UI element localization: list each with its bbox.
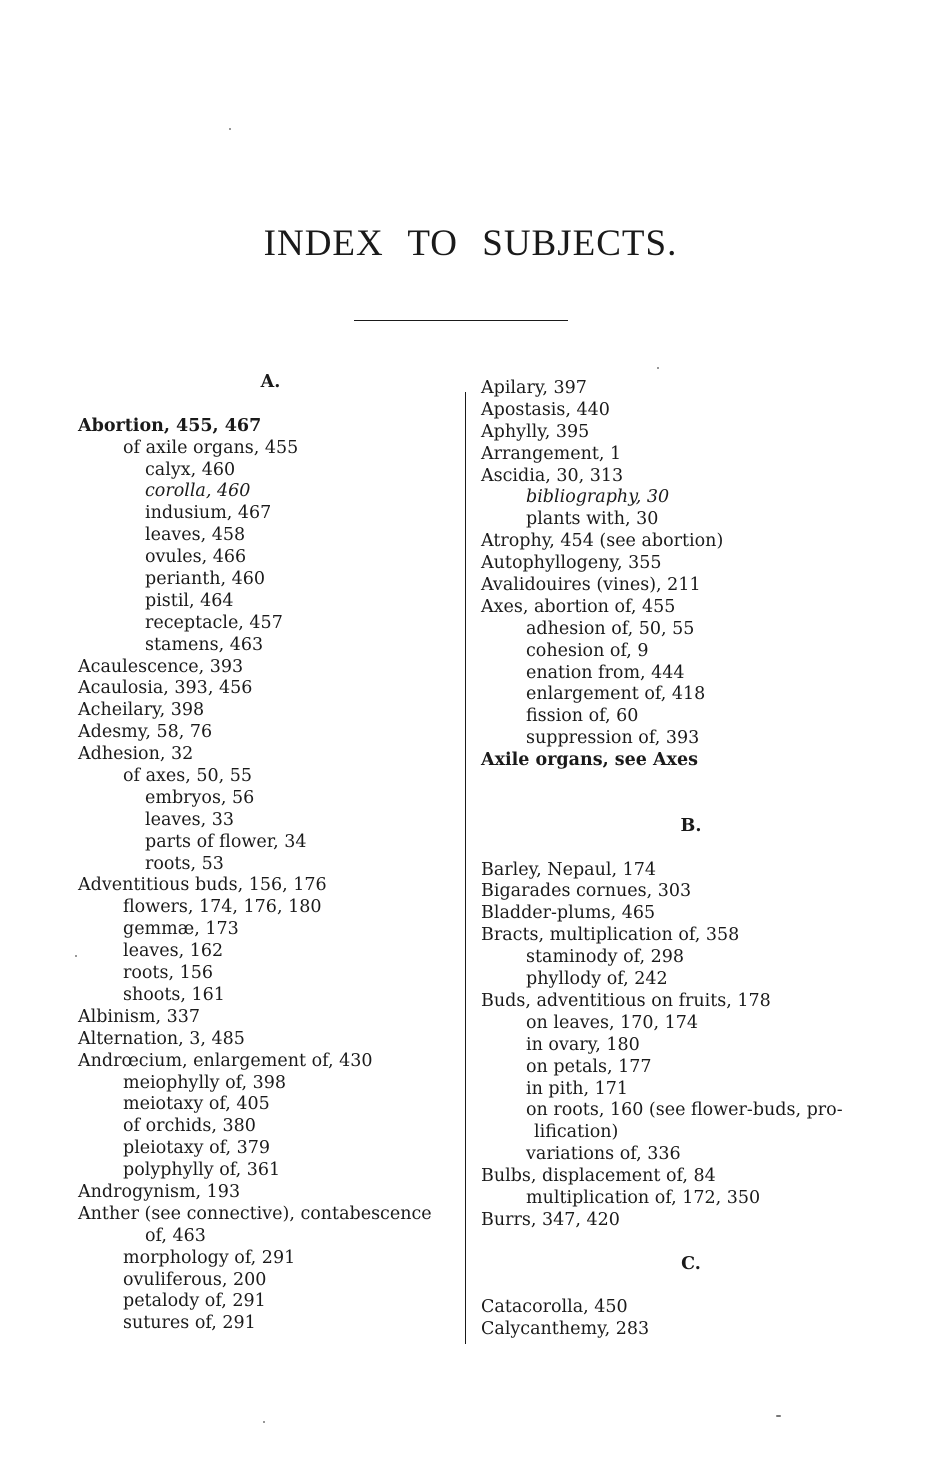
index-subentry: roots, 53 xyxy=(145,853,224,874)
index-entry: Androgynism, 193 xyxy=(78,1181,241,1202)
index-subentry: flowers, 174, 176, 180 xyxy=(123,897,322,918)
index-subentry: sutures of, 291 xyxy=(123,1313,256,1334)
index-subentry: petalody of, 291 xyxy=(123,1291,266,1312)
scan-speck xyxy=(776,1415,781,1417)
index-subentry: of orchids, 380 xyxy=(123,1116,256,1137)
index-subentry: stamens, 463 xyxy=(145,634,264,655)
index-entry: Buds, adventitious on fruits, 178 xyxy=(481,990,771,1011)
index-entry: Avalidouires (vines), 211 xyxy=(481,575,701,596)
index-subentry: on leaves, 170, 174 xyxy=(526,1012,699,1033)
index-entry: Adventitious buds, 156, 176 xyxy=(78,875,327,896)
scan-speck xyxy=(75,955,77,957)
column-divider xyxy=(465,392,466,1344)
index-subentry: parts of flower, 34 xyxy=(145,831,307,852)
index-subentry: calyx, 460 xyxy=(145,459,236,480)
index-entry: Adesmy, 58, 76 xyxy=(78,722,213,743)
index-entry: Acaulosia, 393, 456 xyxy=(78,678,253,699)
index-entry: Axes, abortion of, 455 xyxy=(481,596,676,617)
title-rule xyxy=(354,320,568,321)
spacer xyxy=(78,394,463,416)
index-subentry: perianth, 460 xyxy=(145,569,266,590)
index-subentry: leaves, 33 xyxy=(145,809,235,830)
index-entry: Bladder-plums, 465 xyxy=(481,903,656,924)
index-entry: Alternation, 3, 485 xyxy=(78,1028,245,1049)
index-subentry: leaves, 458 xyxy=(145,525,246,546)
index-subentry: fission of, 60 xyxy=(526,706,639,727)
index-entry: Albinism, 337 xyxy=(78,1006,201,1027)
index-column-left xyxy=(78,372,463,1335)
index-column-right xyxy=(481,378,901,1341)
index-entry: Adhesion, 32 xyxy=(78,744,194,765)
index-entry: Arrangement, 1 xyxy=(481,443,622,464)
index-subentry: gemmæ, 173 xyxy=(123,919,239,940)
index-subentry: leaves, 162 xyxy=(123,941,224,962)
index-entry: Bigarades cornues, 303 xyxy=(481,881,692,902)
index-entry: Andrœcium, enlargement of, 430 xyxy=(78,1050,373,1071)
section-letter: A. xyxy=(260,372,281,392)
index-subentry: corolla, 460 xyxy=(145,481,251,502)
index-entry: Bulbs, displacement of, 84 xyxy=(481,1166,716,1187)
index-entry: Autophyllogeny, 355 xyxy=(481,553,662,574)
index-subentry: plants with, 30 xyxy=(526,509,659,530)
index-entry: Acaulescence, 393 xyxy=(78,656,244,677)
index-entry: Bracts, multiplication of, 358 xyxy=(481,925,740,946)
index-subentry: enlargement of, 418 xyxy=(526,684,706,705)
section-letter: C. xyxy=(681,1253,701,1274)
index-subentry: phyllody of, 242 xyxy=(526,969,668,990)
index-subentry: embryos, 56 xyxy=(145,787,255,808)
spacer xyxy=(481,772,901,794)
scan-speck xyxy=(229,128,231,130)
spacer xyxy=(481,838,901,860)
index-subentry: bibliography, 30 xyxy=(526,487,670,508)
index-entry: Catacorolla, 450 xyxy=(481,1297,628,1318)
index-entry: Abortion, 455, 467 xyxy=(78,415,262,436)
index-entry: Aphylly, 395 xyxy=(481,421,590,442)
index-subentry: polyphylly of, 361 xyxy=(123,1160,281,1181)
index-subentry: receptacle, 457 xyxy=(145,612,283,633)
index-subentry: staminody of, 298 xyxy=(526,947,685,968)
index-subentry: of axes, 50, 55 xyxy=(123,766,253,787)
index-subentry: in pith, 171 xyxy=(526,1078,629,1099)
index-entry: Calycanthemy, 283 xyxy=(481,1319,650,1340)
index-subentry: ovuliferous, 200 xyxy=(123,1269,267,1290)
index-entry: Barley, Nepaul, 174 xyxy=(481,859,656,880)
index-subentry: cohesion of, 9 xyxy=(526,640,649,661)
index-subentry: meiotaxy of, 405 xyxy=(123,1094,270,1115)
index-entry: Atrophy, 454 (see abortion) xyxy=(481,531,724,552)
index-subentry: pleiotaxy of, 379 xyxy=(123,1138,270,1159)
index-entry: Apilary, 397 xyxy=(481,378,587,398)
index-subentry: ovules, 466 xyxy=(145,547,247,568)
index-subentry: variations of, 336 xyxy=(526,1144,681,1165)
index-subentry: on petals, 177 xyxy=(526,1056,652,1077)
index-subentry: pistil, 464 xyxy=(145,590,234,611)
section-letter: B. xyxy=(680,815,702,836)
spacer xyxy=(481,1276,901,1298)
index-subentry: roots, 156 xyxy=(123,963,213,984)
spacer xyxy=(481,794,901,816)
index-subentry: morphology of, 291 xyxy=(123,1247,296,1268)
spacer xyxy=(481,1232,901,1254)
scan-speck xyxy=(263,1421,265,1423)
index-subentry: meiophylly of, 398 xyxy=(123,1072,287,1093)
index-subentry: shoots, 161 xyxy=(123,984,225,1005)
index-subentry: suppression of, 393 xyxy=(526,728,700,749)
index-subentry: of, 463 xyxy=(145,1225,206,1246)
index-subentry: in ovary, 180 xyxy=(526,1034,640,1055)
index-entry: Apostasis, 440 xyxy=(481,399,610,420)
index-entry: Ascidia, 30, 313 xyxy=(481,465,624,486)
index-subentry: lification) xyxy=(534,1122,619,1143)
index-subentry: multiplication of, 172, 350 xyxy=(526,1187,761,1208)
index-subentry: enation from, 444 xyxy=(526,662,685,683)
page-title: INDEX TO SUBJECTS. xyxy=(263,223,678,264)
scan-speck xyxy=(657,367,659,369)
index-entry: Acheilary, 398 xyxy=(78,700,205,721)
index-subentry: adhesion of, 50, 55 xyxy=(526,618,695,639)
index-entry: Burrs, 347, 420 xyxy=(481,1209,620,1230)
index-subentry: on roots, 160 (see flower-buds, pro- xyxy=(526,1100,843,1121)
index-entry: Axile organs, see Axes xyxy=(481,750,698,771)
index-subentry: of axile organs, 455 xyxy=(123,437,299,458)
index-entry: Anther (see connective), contabescence xyxy=(78,1203,432,1224)
index-subentry: indusium, 467 xyxy=(145,503,272,524)
